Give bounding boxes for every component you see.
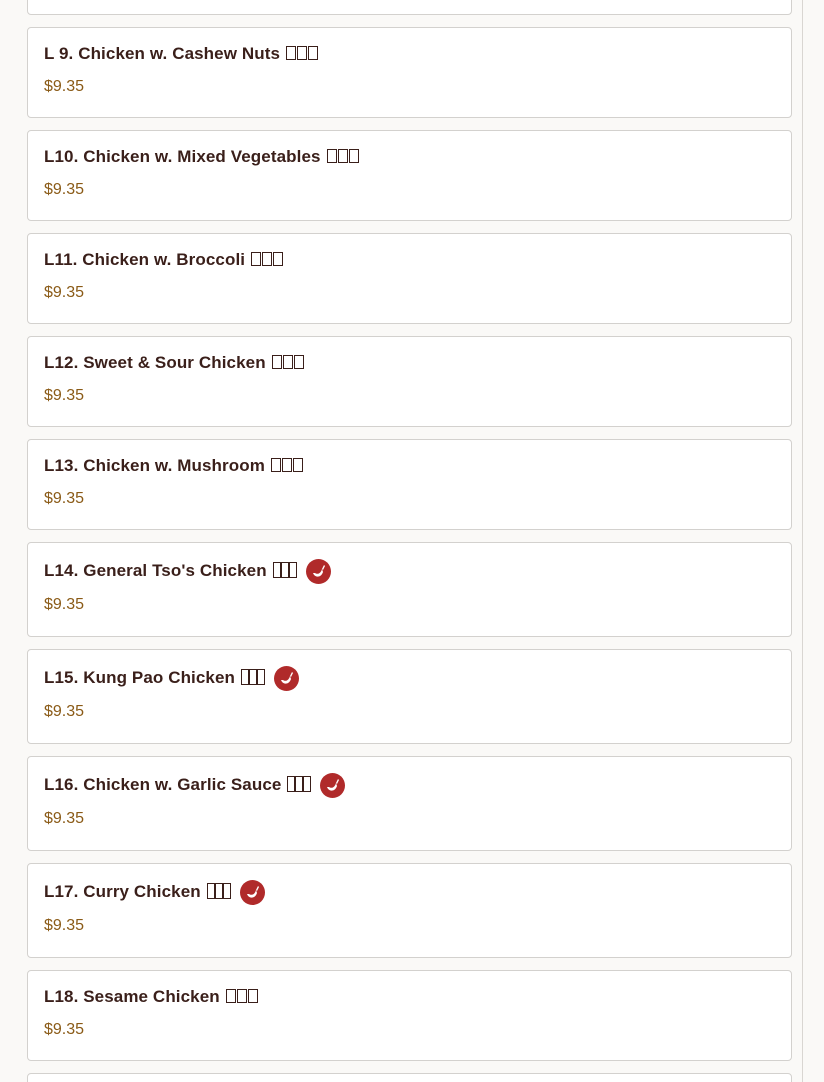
menu-item-name: L12. Sweet & Sour Chicken [44,353,266,372]
menu-item-card[interactable] [27,970,792,1061]
chili-pepper-icon [320,773,345,798]
menu-item-title-row [44,249,775,271]
menu-item-card[interactable] [27,27,792,118]
menu-item-title-row [44,665,775,691]
menu-item-name: L 9. Chicken w. Cashew Nuts [44,44,281,63]
menu-item-title-row [44,455,775,477]
chinese-name-glyphs [327,148,360,166]
menu-item-title-row [44,879,775,905]
menu-item-name: L15. Kung Pao Chicken [44,668,236,687]
menu-item-title-row [44,146,775,168]
menu-item-price: $9.35 [44,810,85,827]
menu-item-price: $9.35 [44,596,85,613]
menu-item-title-row [44,352,775,374]
menu-item-title-row [44,772,775,798]
page-right-border [802,0,803,1082]
menu-item-name: L17. Curry Chicken [44,882,201,901]
menu-item-price: $9.35 [44,1021,85,1038]
menu-item-card-spicy[interactable] [27,863,792,958]
chinese-name-glyphs [226,988,259,1006]
menu-item-price: $9.35 [44,490,85,507]
menu-item-card-partial-bottom[interactable] [27,1073,792,1082]
chili-pepper-icon [274,666,299,691]
menu-item-card[interactable] [27,439,792,530]
menu-item-price: $9.35 [44,284,85,301]
menu-item-card[interactable] [27,336,792,427]
chinese-name-glyphs [287,776,311,794]
chinese-name-glyphs [272,354,305,372]
menu-item-price: $9.35 [44,387,85,404]
menu-item-name: L16. Chicken w. Garlic Sauce [44,775,282,794]
chinese-name-glyphs [207,883,231,901]
menu-item-title-row [44,986,775,1008]
chili-pepper-icon [306,559,331,584]
menu-item-name: L10. Chicken w. Mixed Vegetables [44,147,321,166]
menu-item-card-spicy[interactable] [27,542,792,637]
menu-item-title-row [44,43,775,65]
menu-item-card[interactable] [27,130,792,221]
menu-item-name: L13. Chicken w. Mushroom [44,456,265,475]
chili-pepper-icon [240,880,265,905]
chinese-name-glyphs [273,562,297,580]
menu-item-price: $9.35 [44,78,85,95]
menu-item-list [27,0,792,1082]
chinese-name-glyphs [241,669,265,687]
menu-item-card-partial-top[interactable] [27,0,792,15]
menu-item-title-row [44,558,775,584]
menu-item-name: L11. Chicken w. Broccoli [44,250,246,269]
chinese-name-glyphs [286,45,319,63]
menu-item-name: L14. General Tso's Chicken [44,561,267,580]
menu-item-name: L18. Sesame Chicken [44,987,220,1006]
menu-item-card[interactable] [27,233,792,324]
chinese-name-glyphs [271,457,304,475]
menu-item-price: $9.35 [44,181,85,198]
menu-item-price: $9.35 [44,917,85,934]
chinese-name-glyphs [251,251,284,269]
menu-item-price: $9.35 [44,703,85,720]
menu-item-card-spicy[interactable] [27,756,792,851]
menu-item-card-spicy[interactable] [27,649,792,744]
